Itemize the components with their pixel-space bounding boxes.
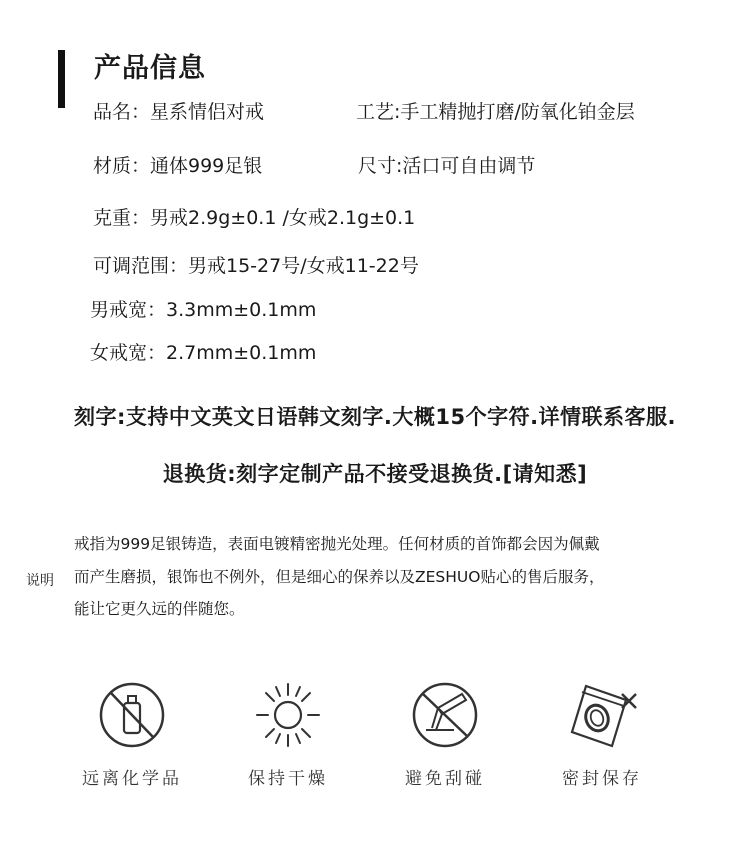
spec-weight: 克重：男戒2.9g±0.1 /女戒2.1g±0.1 — [93, 207, 416, 229]
no-scratch-icon — [410, 680, 480, 750]
care-item-chemicals — [67, 680, 197, 789]
no-chemicals-icon — [97, 680, 167, 750]
note-line: 能让它更久远的伴随您。 — [74, 600, 245, 618]
care-label: 密封保存 — [562, 769, 642, 789]
care-item-scratch — [380, 680, 510, 789]
spec-name: 品名：星系情侣对戒 — [93, 101, 265, 123]
note-label: 说明 — [26, 573, 54, 589]
care-label: 远离化学品 — [82, 769, 182, 789]
section-accent-bar — [58, 50, 65, 108]
return-policy: 退换货:刻字定制产品不接受退换货.[请知悉] — [162, 462, 588, 486]
care-item-dry — [223, 680, 353, 789]
note-line: 戒指为999足银铸造，表面电镀精密抛光处理。任何材质的首饰都会因为佩戴 — [74, 535, 600, 553]
sealed-bag-icon — [564, 680, 640, 750]
spec-adjust-range: 可调范围：男戒15-27号/女戒11-22号 — [93, 255, 419, 277]
spec-material: 材质：通体999足银 — [93, 155, 263, 177]
spec-men-width: 男戒宽：3.3mm±0.1mm — [90, 299, 317, 321]
spec-women-width: 女戒宽：2.7mm±0.1mm — [90, 342, 317, 364]
care-label: 保持干燥 — [248, 769, 328, 789]
care-item-sealed — [537, 680, 667, 789]
spec-size: 尺寸:活口可自由调节 — [358, 155, 536, 177]
note-line: 而产生磨损，银饰也不例外，但是细心的保养以及ZESHUO贴心的售后服务， — [74, 568, 605, 586]
sun-icon — [253, 680, 323, 750]
care-label: 避免刮碰 — [405, 769, 485, 789]
engraving-policy: 刻字:支持中文英文日语韩文刻字.大概15个字符.详情联系客服. — [73, 405, 677, 429]
spec-craft: 工艺:手工精抛打磨/防氧化铂金层 — [356, 101, 635, 123]
section-title: 产品信息 — [94, 53, 206, 84]
